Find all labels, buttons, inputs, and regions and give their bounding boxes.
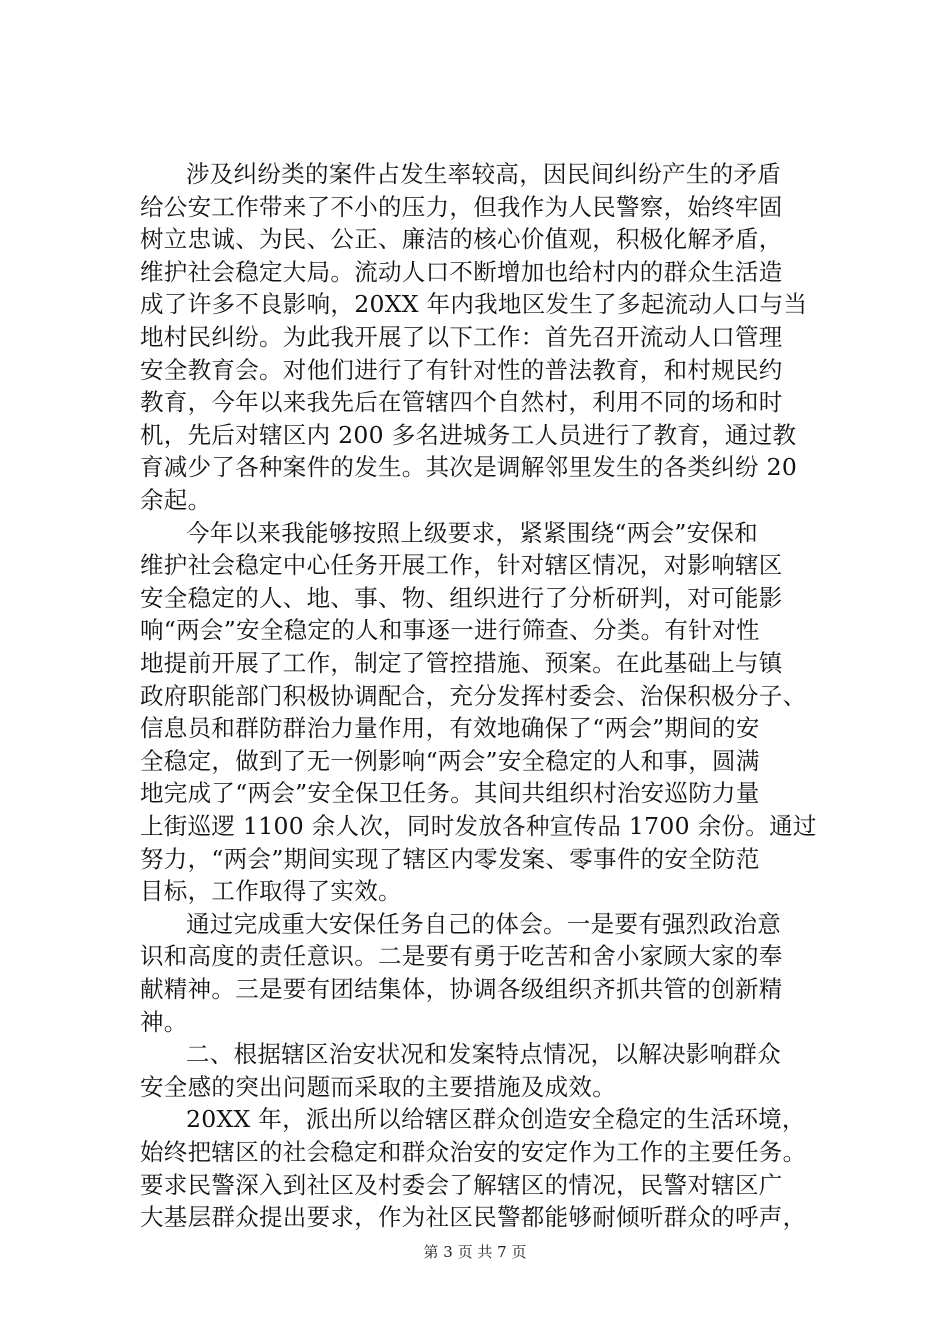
text-line-10: 育减少了各种案件的发生。其次是调解邻里发生的各类纠纷 20	[140, 453, 798, 482]
text-line-1: 涉及纠纷类的案件占发生率较高，因民间纠纷产生的矛盾	[186, 160, 781, 188]
text-line-17: 政府职能部门积极协调配合，充分发挥村委会、治保积极分子、	[140, 681, 807, 710]
text-line-14: 安全稳定的人、地、事、物、组织进行了分析研判，对可能影	[140, 583, 783, 612]
text-line-29: 安全感的突出问题而采取的主要措施及成效。	[140, 1072, 616, 1101]
text-line-25: 识和高度的责任意识。二是要有勇于吃苦和舍小家顾大家的奉	[140, 942, 783, 971]
text-line-15: 响“两会”安全稳定的人和事逐一进行筛查、分类。有针对性	[140, 616, 760, 645]
text-line-26: 献精神。三是要有团结集体，协调各级组织齐抓共管的创新精	[140, 975, 783, 1003]
text-line-11: 余起。	[140, 486, 212, 514]
text-line-7: 安全教育会。对他们进行了有针对性的普法教育，和村规民约	[140, 355, 783, 384]
page-number-footer: 第 3 页 共 7 页	[423, 1243, 527, 1261]
text-line-32: 要求民警深入到社区及村委会了解辖区的情况，民警对辖区广	[140, 1170, 783, 1199]
text-line-16: 地提前开展了工作，制定了管控措施、预案。在此基础上与镇	[140, 649, 783, 677]
text-line-27: 神。	[140, 1007, 188, 1036]
text-line-22: 努力，“两会”期间实现了辖区内零发案、零事件的安全防范	[140, 844, 760, 873]
text-line-19: 全稳定，做到了无一例影响“两会”安全稳定的人和事，圆满	[140, 746, 760, 775]
text-line-8: 教育，今年以来我先后在管辖四个自然村，利用不同的场和时	[140, 388, 783, 417]
text-line-23: 目标，工作取得了实效。	[140, 877, 402, 906]
text-line-6: 地村民纠纷。为此我开展了以下工作：首先召开流动人口管理	[140, 323, 783, 351]
text-line-28: 二、根据辖区治安状况和发案特点情况，以解决影响群众	[186, 1040, 781, 1069]
text-line-9: 机，先后对辖区内 200 多名进城务工人员进行了教育，通过教	[140, 420, 797, 449]
text-line-33: 大基层群众提出要求，作为社区民警都能够耐倾听群众的呼声，	[140, 1203, 807, 1232]
text-line-5: 成了许多不良影响，20XX 年内我地区发生了多起流动人口与当	[140, 290, 808, 319]
text-line-31: 始终把辖区的社会稳定和群众治安的安定作为工作的主要任务。	[140, 1138, 807, 1166]
text-line-4: 维护社会稳定大局。流动人口不断增加也给村内的群众生活造	[140, 257, 783, 286]
text-line-12: 今年以来我能够按照上级要求，紧紧围绕“两会”安保和	[186, 518, 759, 547]
text-line-18: 信息员和群防群治力量作用，有效地确保了“两会”期间的安	[140, 714, 760, 743]
text-line-2: 给公安工作带来了不小的压力，但我作为人民警察，始终牢固	[140, 192, 783, 221]
text-line-30: 20XX 年，派出所以给辖区群众创造安全稳定的生活环境，	[186, 1105, 806, 1134]
text-line-20: 地完成了“两会”安全保卫任务。其间共组织村治安巡防力量	[140, 779, 760, 808]
text-line-24: 通过完成重大安保任务自己的体会。一是要有强烈政治意	[186, 909, 781, 938]
text-line-3: 树立忠诚、为民、公正、廉洁的核心价值观，积极化解矛盾，	[140, 225, 783, 254]
text-line-21: 上街巡逻 1100 余人次，同时发放各种宣传品 1700 余份。通过	[140, 812, 817, 840]
text-line-13: 维护社会稳定中心任务开展工作，针对辖区情况，对影响辖区	[140, 551, 783, 580]
